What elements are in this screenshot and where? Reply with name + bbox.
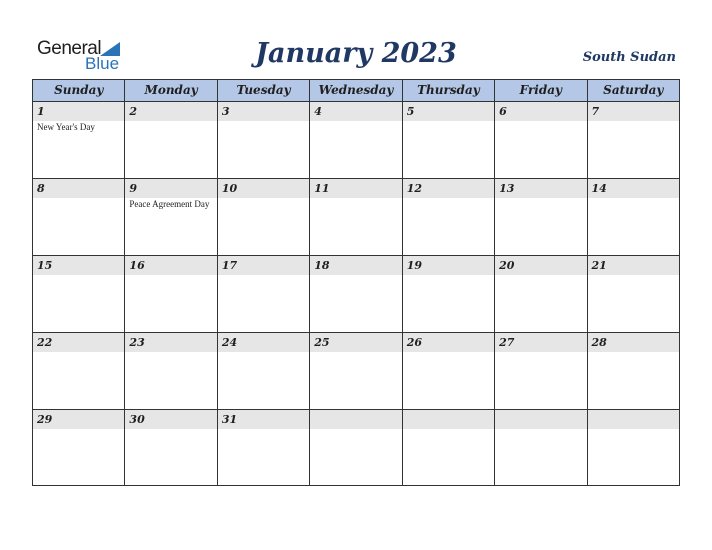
day-cell[interactable] xyxy=(218,256,310,332)
day-cell[interactable] xyxy=(125,410,217,486)
day-number: 30 xyxy=(125,410,216,429)
day-cell[interactable] xyxy=(495,333,587,409)
weekday-tuesday: Tuesday xyxy=(218,80,310,101)
day-cell[interactable] xyxy=(125,256,217,332)
day-cell[interactable] xyxy=(33,333,125,409)
day-cell[interactable] xyxy=(403,179,495,255)
day-number: 12 xyxy=(403,179,494,198)
holiday-label: New Year's Day xyxy=(37,122,95,132)
day-number: 27 xyxy=(495,333,586,352)
day-number: 24 xyxy=(218,333,309,352)
calendar-grid xyxy=(32,79,680,486)
day-cell[interactable] xyxy=(588,256,679,332)
day-cell[interactable] xyxy=(310,256,402,332)
day-number: 19 xyxy=(403,256,494,275)
day-cell[interactable] xyxy=(218,179,310,255)
day-cell[interactable] xyxy=(33,410,125,486)
weekday-saturday: Saturday xyxy=(603,83,664,97)
day-cell[interactable] xyxy=(495,256,587,332)
day-number: 5 xyxy=(403,102,494,121)
day-cell[interactable] xyxy=(125,179,217,255)
day-number: 28 xyxy=(588,333,679,352)
day-number: 23 xyxy=(125,333,216,352)
week-row xyxy=(33,333,679,410)
weekday-header xyxy=(33,80,679,102)
day-number: 1 xyxy=(33,102,124,121)
day-number: 6 xyxy=(495,102,586,121)
day-cell[interactable] xyxy=(33,179,125,255)
weekday-thursday: Thursday xyxy=(403,80,495,101)
week-row xyxy=(33,256,679,333)
day-number: 10 xyxy=(218,179,309,198)
day-number: 22 xyxy=(33,333,124,352)
day-number: 16 xyxy=(125,256,216,275)
day-number: 13 xyxy=(495,179,586,198)
day-cell[interactable] xyxy=(218,333,310,409)
day-cell[interactable] xyxy=(588,410,679,486)
calendar-title: January 2023 xyxy=(255,38,457,69)
day-number: 26 xyxy=(403,333,494,352)
day-number xyxy=(588,410,679,429)
logo-general-text: General xyxy=(37,38,102,59)
weekday-monday: Monday xyxy=(125,80,217,101)
day-number: 4 xyxy=(310,102,401,121)
day-cell[interactable] xyxy=(310,410,402,486)
day-number: 14 xyxy=(588,179,679,198)
day-number: 29 xyxy=(33,410,124,429)
day-cell[interactable] xyxy=(125,333,217,409)
day-cell[interactable] xyxy=(588,102,679,178)
day-cell[interactable] xyxy=(310,102,402,178)
day-number: 3 xyxy=(218,102,309,121)
day-cell[interactable] xyxy=(588,179,679,255)
day-cell[interactable] xyxy=(218,102,310,178)
day-cell[interactable] xyxy=(495,410,587,486)
day-cell[interactable] xyxy=(588,333,679,409)
week-row xyxy=(33,102,679,179)
day-cell[interactable] xyxy=(495,179,587,255)
day-cell[interactable] xyxy=(403,410,495,486)
day-number: 7 xyxy=(588,102,679,121)
day-number xyxy=(403,410,494,429)
day-number xyxy=(495,410,586,429)
day-cell[interactable] xyxy=(495,102,587,178)
day-cell[interactable] xyxy=(33,256,125,332)
day-number: 9 xyxy=(125,179,216,198)
weekday-sunday: Sunday xyxy=(33,80,125,101)
weekday-wednesday: Wednesday xyxy=(310,80,402,101)
day-number: 18 xyxy=(310,256,401,275)
holiday-label: Peace Agreement Day xyxy=(129,199,210,209)
day-cell[interactable] xyxy=(403,333,495,409)
day-cell[interactable] xyxy=(403,102,495,178)
day-number: 20 xyxy=(495,256,586,275)
week-row xyxy=(33,410,679,486)
day-cell[interactable] xyxy=(125,102,217,178)
day-number: 15 xyxy=(33,256,124,275)
day-cell[interactable] xyxy=(33,102,125,178)
day-number: 21 xyxy=(588,256,679,275)
day-cell[interactable] xyxy=(310,333,402,409)
day-number: 11 xyxy=(310,179,401,198)
day-cell[interactable] xyxy=(403,256,495,332)
country-name: South Sudan xyxy=(582,50,676,65)
day-number: 2 xyxy=(125,102,216,121)
day-number: 17 xyxy=(218,256,309,275)
day-cell[interactable] xyxy=(310,179,402,255)
weeks-container xyxy=(33,102,679,486)
weekday-friday: Friday xyxy=(495,80,587,101)
day-cell[interactable] xyxy=(218,410,310,486)
day-number: 8 xyxy=(33,179,124,198)
day-number: 25 xyxy=(310,333,401,352)
day-number: 31 xyxy=(218,410,309,429)
week-row xyxy=(33,179,679,256)
day-number xyxy=(310,410,401,429)
logo-blue-text: Blue xyxy=(85,54,120,73)
